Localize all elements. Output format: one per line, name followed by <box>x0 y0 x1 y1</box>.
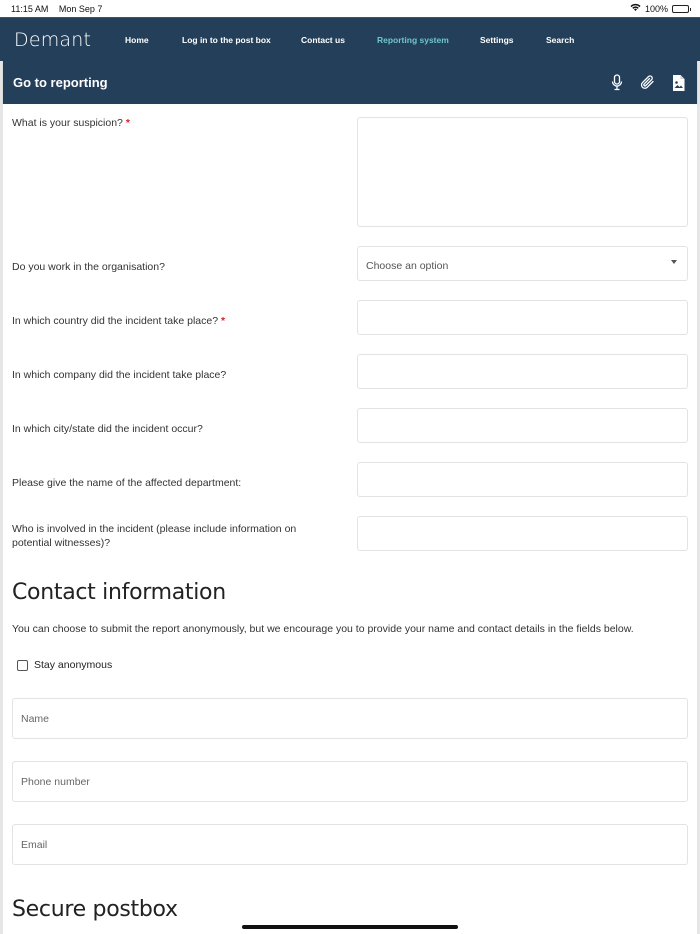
question-company-label: In which company did the incident take place? <box>12 369 227 381</box>
department-input[interactable] <box>357 462 688 497</box>
nav-login-post-box[interactable]: Log in to the post box <box>182 34 271 45</box>
image-file-icon[interactable] <box>670 74 687 91</box>
main-navbar <box>0 17 700 61</box>
email-input[interactable]: Email <box>12 824 688 865</box>
nav-settings[interactable]: Settings <box>480 34 514 45</box>
report-form <box>3 104 697 934</box>
reporting-header <box>3 61 697 104</box>
demant-logo[interactable]: Demant <box>14 28 92 51</box>
question-involved-label: Who is involved in the incident (please include information on potential witnesses)? <box>12 523 297 549</box>
stay-anonymous-checkbox[interactable] <box>17 660 28 671</box>
wifi-icon <box>630 3 641 14</box>
company-input[interactable] <box>357 354 688 389</box>
paperclip-icon[interactable] <box>639 74 656 91</box>
chevron-down-icon <box>671 260 677 264</box>
status-time: 11:15 AM <box>11 3 49 14</box>
contact-information-heading: Contact information <box>12 580 226 605</box>
country-input[interactable] <box>357 300 688 335</box>
battery-icon <box>672 5 689 13</box>
suspicion-textarea[interactable] <box>357 117 688 227</box>
work-in-org-select[interactable] <box>357 246 688 281</box>
battery-percent: 100% <box>644 3 668 14</box>
city-input[interactable] <box>357 408 688 443</box>
involved-input[interactable] <box>357 516 688 551</box>
question-city-label: In which city/state did the incident occur? <box>12 423 203 435</box>
nav-contact-us[interactable]: Contact us <box>301 34 345 45</box>
home-indicator[interactable] <box>242 925 458 929</box>
status-bar <box>0 0 700 17</box>
nav-home[interactable]: Home <box>125 34 149 45</box>
question-department-label: Please give the name of the affected department: <box>12 477 242 489</box>
stay-anonymous-label: Stay anonymous <box>34 659 113 671</box>
stay-anonymous-checkbox-row[interactable] <box>17 659 112 671</box>
question-suspicion-label: What is your suspicion? * <box>12 117 130 129</box>
page-title: Go to reporting <box>13 75 108 90</box>
microphone-icon[interactable] <box>608 74 625 91</box>
status-date: Mon Sep 7 <box>58 3 103 14</box>
phone-number-input[interactable]: Phone number <box>12 761 688 802</box>
question-country-label: In which country did the incident take place? * <box>12 315 226 327</box>
nav-search[interactable]: Search <box>546 34 575 45</box>
contact-description: You can choose to submit the report anonymously, but we encourage you to provide your name and contact details in the fields below. <box>12 623 634 635</box>
select-value: Choose an option <box>366 260 449 272</box>
secure-postbox-heading: Secure postbox <box>12 897 178 922</box>
question-work-in-org-label: Do you work in the organisation? <box>12 261 165 273</box>
name-input[interactable]: Name <box>12 698 688 739</box>
nav-reporting-system[interactable]: Reporting system <box>377 34 449 45</box>
